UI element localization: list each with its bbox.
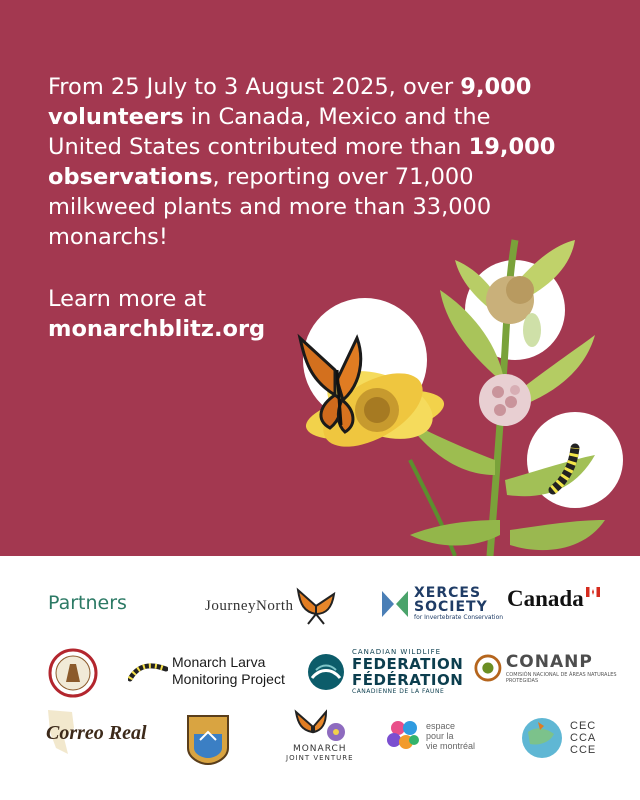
leaf bbox=[410, 520, 500, 546]
partners-section bbox=[0, 556, 640, 800]
learn-more-label: Learn more at bbox=[48, 286, 207, 312]
canadian-wildlife-federation-logo[interactable]: CANADIAN WILDLIFE FEDERATION FÉDÉRATION CANADIENNE DE LA FAUNE bbox=[306, 648, 463, 695]
canada-flag-icon bbox=[586, 587, 600, 597]
journey-north-logo[interactable]: JourneyNorth bbox=[205, 586, 338, 626]
profauna-seal-icon bbox=[48, 648, 98, 698]
caterpillar-icon bbox=[128, 659, 168, 683]
correo-real-logo[interactable]: Correo Real bbox=[46, 708, 147, 745]
espace-pour-la-vie-logo[interactable]: espace pour la vie montréal bbox=[386, 718, 475, 754]
canada-wordmark[interactable]: Canada bbox=[507, 586, 600, 612]
partners-heading: Partners bbox=[48, 592, 127, 614]
headline-text: From 25 July to 3 August 2025, over 9,000 volunteers in Canada, Mexico and the United States contributed more than 19,000 observations, reporting over 71,000 milkweed plants and more than 33,000 monarchs! bbox=[48, 74, 556, 250]
usfws-shield-icon bbox=[186, 714, 230, 766]
monarch-larva-monitoring-project-logo[interactable]: Monarch Larva Monitoring Project bbox=[128, 654, 285, 688]
volunteers-stat: 9,000 volunteers bbox=[48, 74, 532, 130]
leaf bbox=[510, 520, 605, 550]
cec-logo[interactable]: CEC CCA CCE bbox=[520, 716, 596, 760]
monarch-flower-icon bbox=[292, 708, 348, 744]
cwf-emblem-icon bbox=[306, 652, 346, 692]
cec-globe-icon bbox=[520, 716, 564, 760]
conanp-emblem-icon bbox=[474, 653, 502, 683]
conanp-logo[interactable]: CONANP COMISIÓN NACIONAL DE ÁREAS NATURALES PROTEGIDAS bbox=[474, 652, 640, 684]
xerces-x-icon bbox=[380, 589, 410, 619]
milkweed-monarch-illustration bbox=[295, 230, 640, 556]
milkweed-flower bbox=[479, 374, 531, 426]
monarch-joint-venture-logo[interactable]: MONARCH JOINT VENTURE bbox=[286, 708, 354, 762]
profauna-logo[interactable] bbox=[48, 648, 98, 698]
epvm-colorful-icon bbox=[386, 718, 422, 754]
us-fish-wildlife-service-logo[interactable] bbox=[186, 714, 230, 766]
butterfly-icon bbox=[294, 586, 338, 626]
learn-more bbox=[48, 284, 265, 344]
observations-stat: 19,000 observations bbox=[48, 134, 556, 190]
monarchblitz-link[interactable]: monarchblitz.org bbox=[48, 316, 266, 342]
chrysalis bbox=[523, 313, 541, 347]
xerces-society-logo[interactable]: XERCES SOCIETY for Invertebrate Conservation bbox=[380, 586, 503, 621]
